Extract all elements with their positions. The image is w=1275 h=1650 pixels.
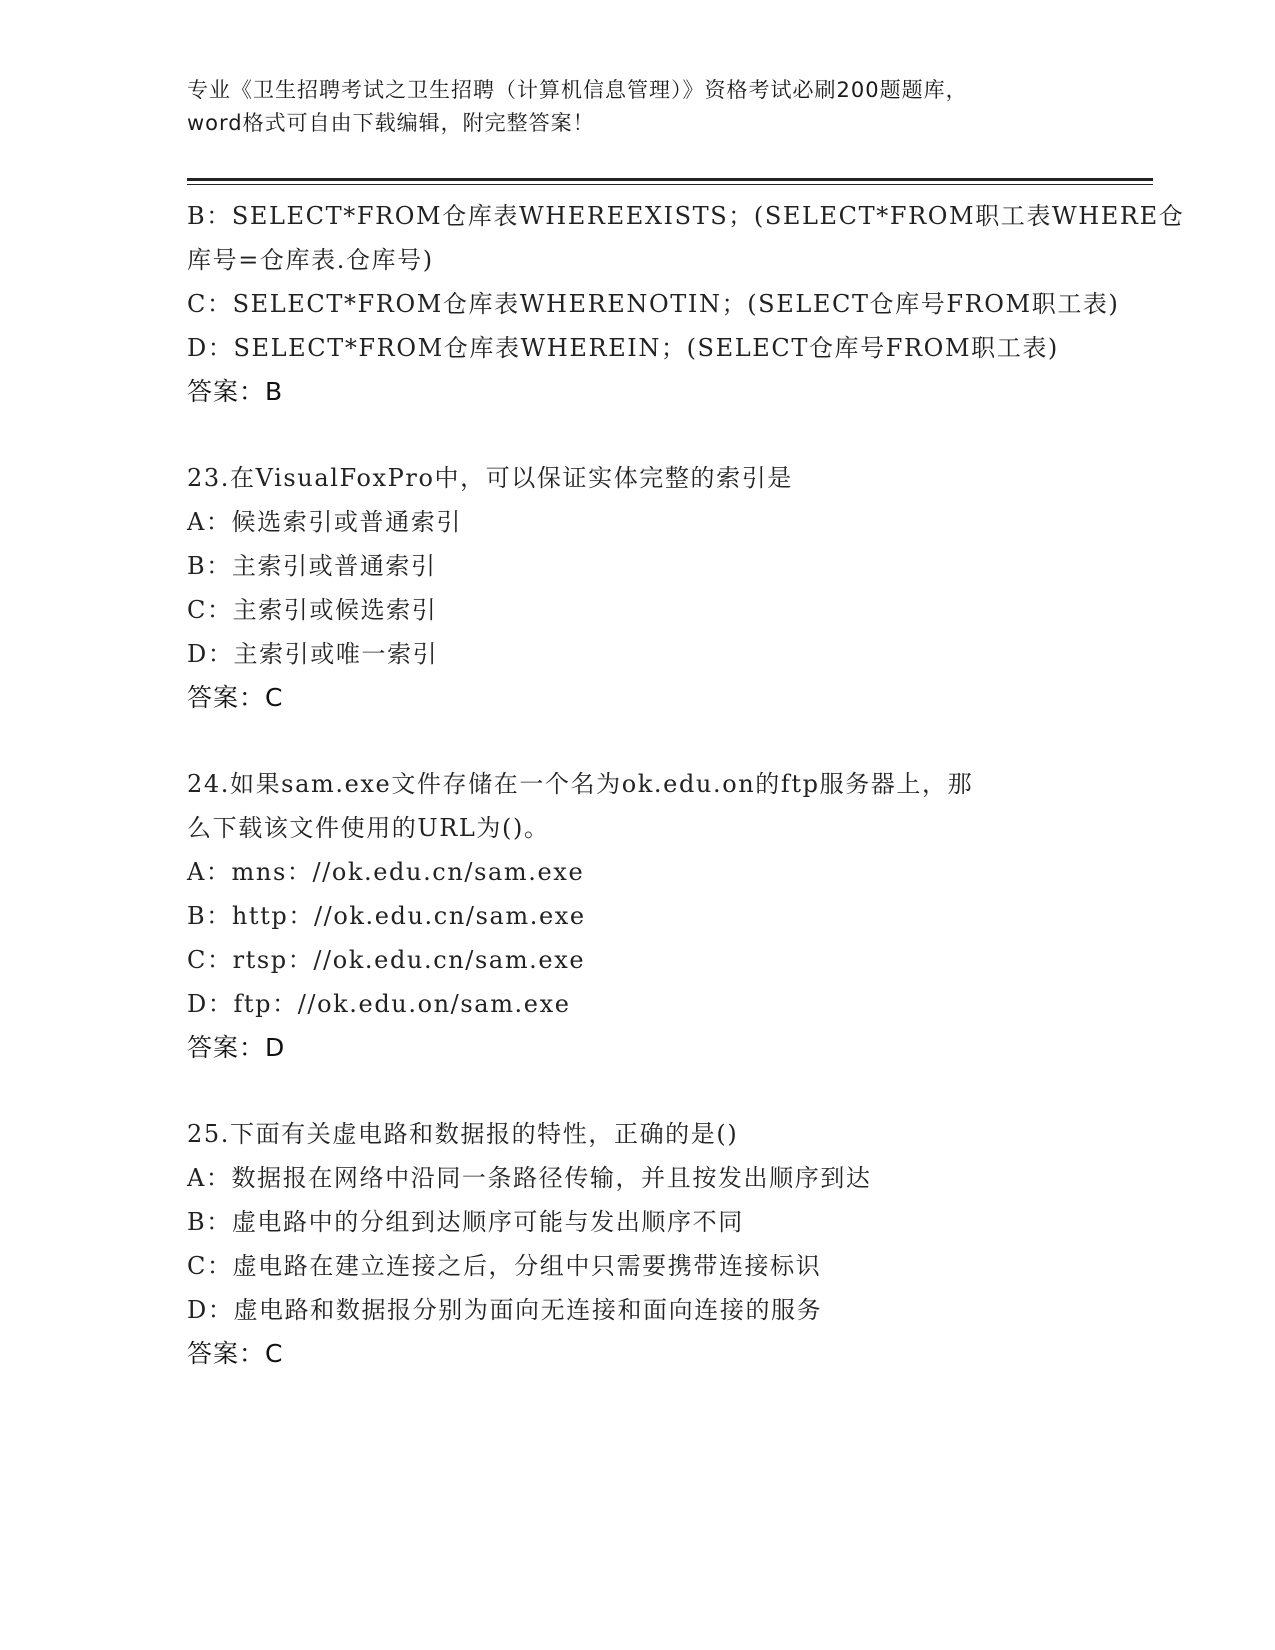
q23-question: 23.在VisualFoxPro中，可以保证实体完整的索引是 bbox=[187, 464, 793, 492]
q24-option-d: D：ftp：//ok.edu.on/sam.exe bbox=[187, 990, 571, 1018]
q24-option-b: B：http：//ok.edu.cn/sam.exe bbox=[187, 902, 586, 930]
q23-option-a: A：候选索引或普通索引 bbox=[187, 508, 462, 536]
q22-option-b-line2: 库号=仓库表.仓库号) bbox=[187, 246, 434, 274]
q23-option-c: C：主索引或候选索引 bbox=[187, 596, 438, 624]
q24-option-a: A：mns：//ok.edu.cn/sam.exe bbox=[187, 858, 585, 886]
header-divider-thick bbox=[187, 178, 1153, 181]
q23-answer: 答案：C bbox=[187, 683, 284, 712]
q24-option-c: C：rtsp：//ok.edu.cn/sam.exe bbox=[187, 946, 586, 974]
q24-answer: 答案：D bbox=[187, 1033, 286, 1062]
q23-option-d: D：主索引或唯一索引 bbox=[187, 640, 439, 668]
q22-option-c: C：SELECT*FROM仓库表WHERENOTIN；(SELECT仓库号FROM职工表) bbox=[187, 290, 1120, 318]
q25-question: 25.下面有关虚电路和数据报的特性，正确的是() bbox=[187, 1120, 739, 1148]
header-divider-thin bbox=[187, 184, 1153, 185]
q22-option-d: D：SELECT*FROM仓库表WHEREIN；(SELECT仓库号FROM职工表) bbox=[187, 334, 1059, 362]
document-header bbox=[187, 74, 1067, 140]
q25-option-c: C：虚电路在建立连接之后，分组中只需要携带连接标识 bbox=[187, 1252, 822, 1280]
header-title-line2: word格式可自由下载编辑，附完整答案！ bbox=[187, 111, 595, 135]
q25-option-a: A：数据报在网络中沿同一条路径传输，并且按发出顺序到达 bbox=[187, 1164, 872, 1192]
q22-option-b-line1: B：SELECT*FROM仓库表WHEREEXISTS；(SELECT*FROM职工表WHERE仓 bbox=[187, 202, 1185, 230]
q25-option-d: D：虚电路和数据报分别为面向无连接和面向连接的服务 bbox=[187, 1296, 823, 1324]
q24-question-line2: 么下载该文件使用的URL为()。 bbox=[187, 814, 550, 842]
q25-option-b: B：虚电路中的分组到达顺序可能与发出顺序不同 bbox=[187, 1208, 744, 1236]
q22-answer: 答案：B bbox=[187, 377, 284, 406]
q24-question-line1: 24.如果sam.exe文件存储在一个名为ok.edu.on的ftp服务器上，那 bbox=[187, 770, 974, 798]
header-title-line1: 专业《卫生招聘考试之卫生招聘（计算机信息管理）》资格考试必刷200题题库， bbox=[187, 78, 968, 102]
q23-option-b: B：主索引或普通索引 bbox=[187, 552, 437, 580]
q25-answer: 答案：C bbox=[187, 1339, 284, 1368]
